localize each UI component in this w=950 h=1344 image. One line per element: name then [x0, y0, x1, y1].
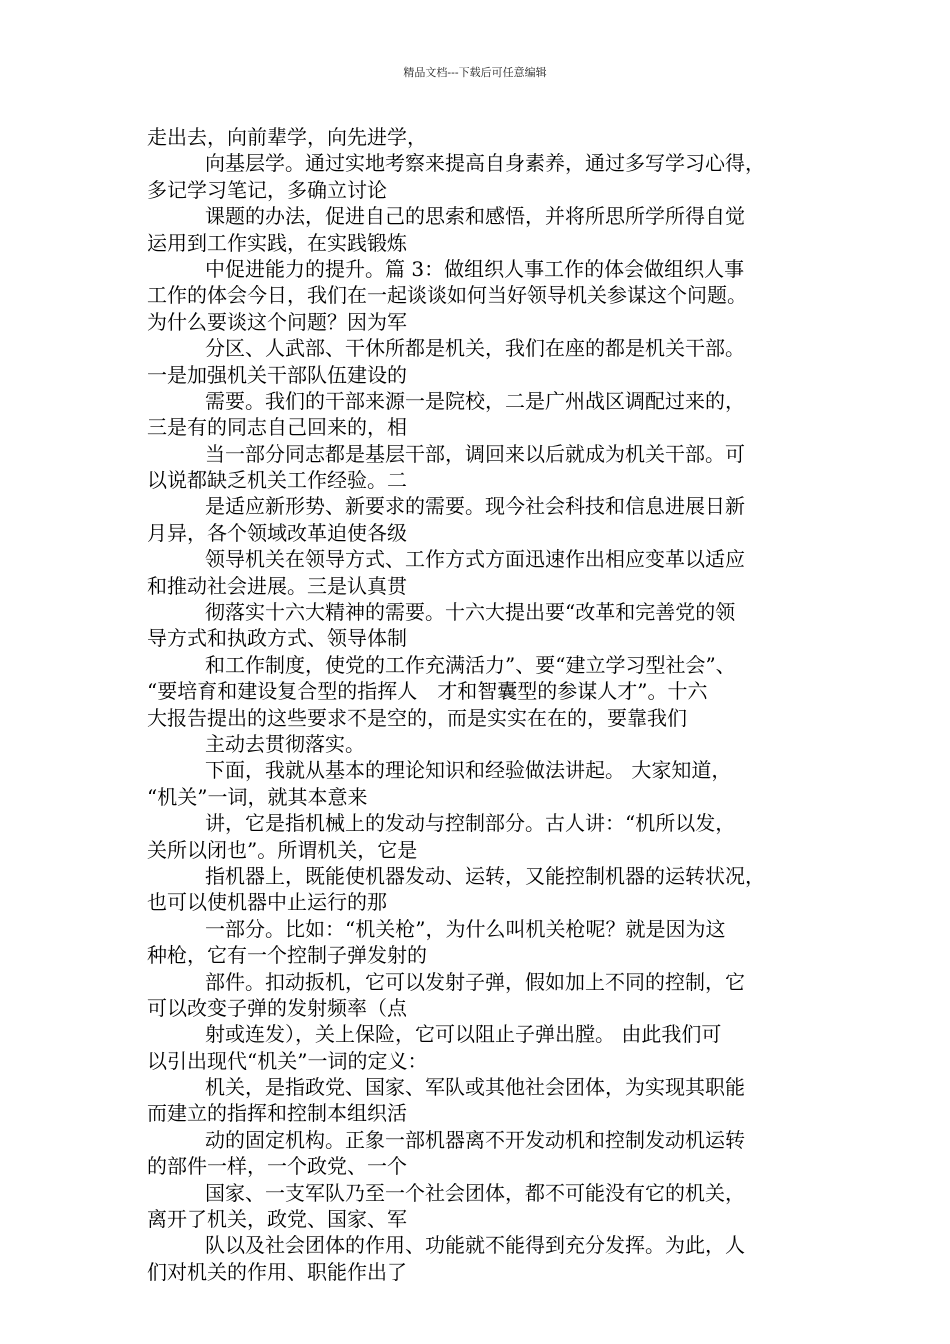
text-line: 以引出现代“机关”一词的定义：	[147, 1048, 428, 1073]
text-line: 一是加强机关干部队伍建设的	[147, 362, 407, 387]
text-line: 下面，我就从基本的理论知识和经验做法讲起。 大家知道，	[205, 758, 732, 783]
text-line: 需要。我们的干部来源一是院校，二是广州战区调配过来的，	[205, 388, 745, 413]
text-line: 以说都缺乏机关工作经验。二	[147, 468, 407, 493]
text-line: 讲，它是指机械上的发动与控制部分。古人讲：“机所以发，	[205, 811, 736, 836]
text-line: 队以及社会团体的作用、功能就不能得到充分发挥。为此，人	[205, 1233, 745, 1258]
text-line: 的部件一样，一个政党、一个	[147, 1154, 407, 1179]
text-line: 工作的体会今日，我们在一起谈谈如何当好领导机关参谋这个问题。	[147, 283, 747, 308]
text-line: 关所以闭也”。所谓机关，它是	[147, 837, 418, 862]
text-line: 机关，是指政党、国家、军队或其他社会团体，为实现其职能	[205, 1075, 745, 1100]
text-line: 领导机关在领导方式、工作方式方面迅速作出相应变革以适应	[205, 547, 745, 572]
page-header: 精品文档---下载后可任意编辑	[403, 66, 547, 79]
text-line: 多记学习笔记，多确立讨论	[147, 177, 387, 202]
text-line: 和推动社会进展。三是认真贯	[147, 573, 407, 598]
text-line: 国家、一支军队乃至一个社会团体，都不可能没有它的机关，	[205, 1180, 745, 1205]
text-line: 向基层学。通过实地考察来提高自身素养，通过多写学习心得，	[205, 151, 765, 176]
text-line: 离开了机关，政党、国家、军	[147, 1207, 407, 1232]
text-line: 一部分。比如：“机关枪”，为什么叫机关枪呢？就是因为这	[205, 916, 726, 941]
text-line: 和工作制度，使党的工作充满活力”、要“建立学习型社会”、	[205, 652, 736, 677]
text-line: 而建立的指挥和控制本组织活	[147, 1101, 407, 1126]
text-line: 课题的办法，促进自己的思索和感悟，并将所思所学所得自觉	[205, 204, 745, 229]
text-line: 部件。扣动扳机，它可以发射子弹，假如加上不同的控制，它	[205, 969, 745, 994]
text-line: 三是有的同志自己回来的，相	[147, 415, 407, 440]
text-line: 可以改变子弹的发射频率（点	[147, 995, 407, 1020]
text-line: 导方式和执政方式、领导体制	[147, 626, 407, 651]
text-line: 种枪，它有一个控制子弹发射的	[147, 943, 427, 968]
text-line: 月异，各个领域改革迫使各级	[147, 520, 407, 545]
text-line: 中促进能力的提升。篇 3：做组织人事工作的体会做组织人事	[205, 256, 745, 281]
text-line: 运用到工作实践，在实践锻炼	[147, 230, 407, 255]
text-line: 主动去贯彻落实。	[205, 731, 365, 756]
text-line: 为什么要谈这个问题？因为军	[147, 309, 407, 334]
text-line: 彻落实十六大精神的需要。十六大提出要“改革和完善党的领	[205, 600, 736, 625]
text-line: 是适应新形势、新要求的需要。现今社会科技和信息进展日新	[205, 494, 745, 519]
text-line: 也可以使机器中止运行的那	[147, 890, 387, 915]
document-body	[147, 124, 827, 1285]
text-line: “要培育和建设复合型的指挥人 才和智囊型的参谋人才”。十六	[147, 679, 708, 704]
text-line: 当一部分同志都是基层干部，调回来以后就成为机关干部。可	[205, 441, 745, 466]
text-line: 们对机关的作用、职能作出了	[147, 1259, 407, 1284]
text-line: “机关”一词，就其本意来	[147, 784, 368, 809]
text-line: 分区、人武部、干休所都是机关，我们在座的都是机关干部。	[205, 336, 745, 361]
text-line: 大报告提出的这些要求不是空的，而是实实在在的，要靠我们	[147, 705, 687, 730]
text-line: 指机器上，既能使机器发动、运转，又能控制机器的运转状况，	[205, 863, 765, 888]
text-line: 射或连发），关上保险，它可以阻止子弹出膛。 由此我们可	[205, 1022, 722, 1047]
text-line: 动的固定机构。正象一部机器离不开发动机和控制发动机运转	[205, 1127, 745, 1152]
text-line: 走出去，向前辈学，向先进学，	[147, 125, 427, 149]
